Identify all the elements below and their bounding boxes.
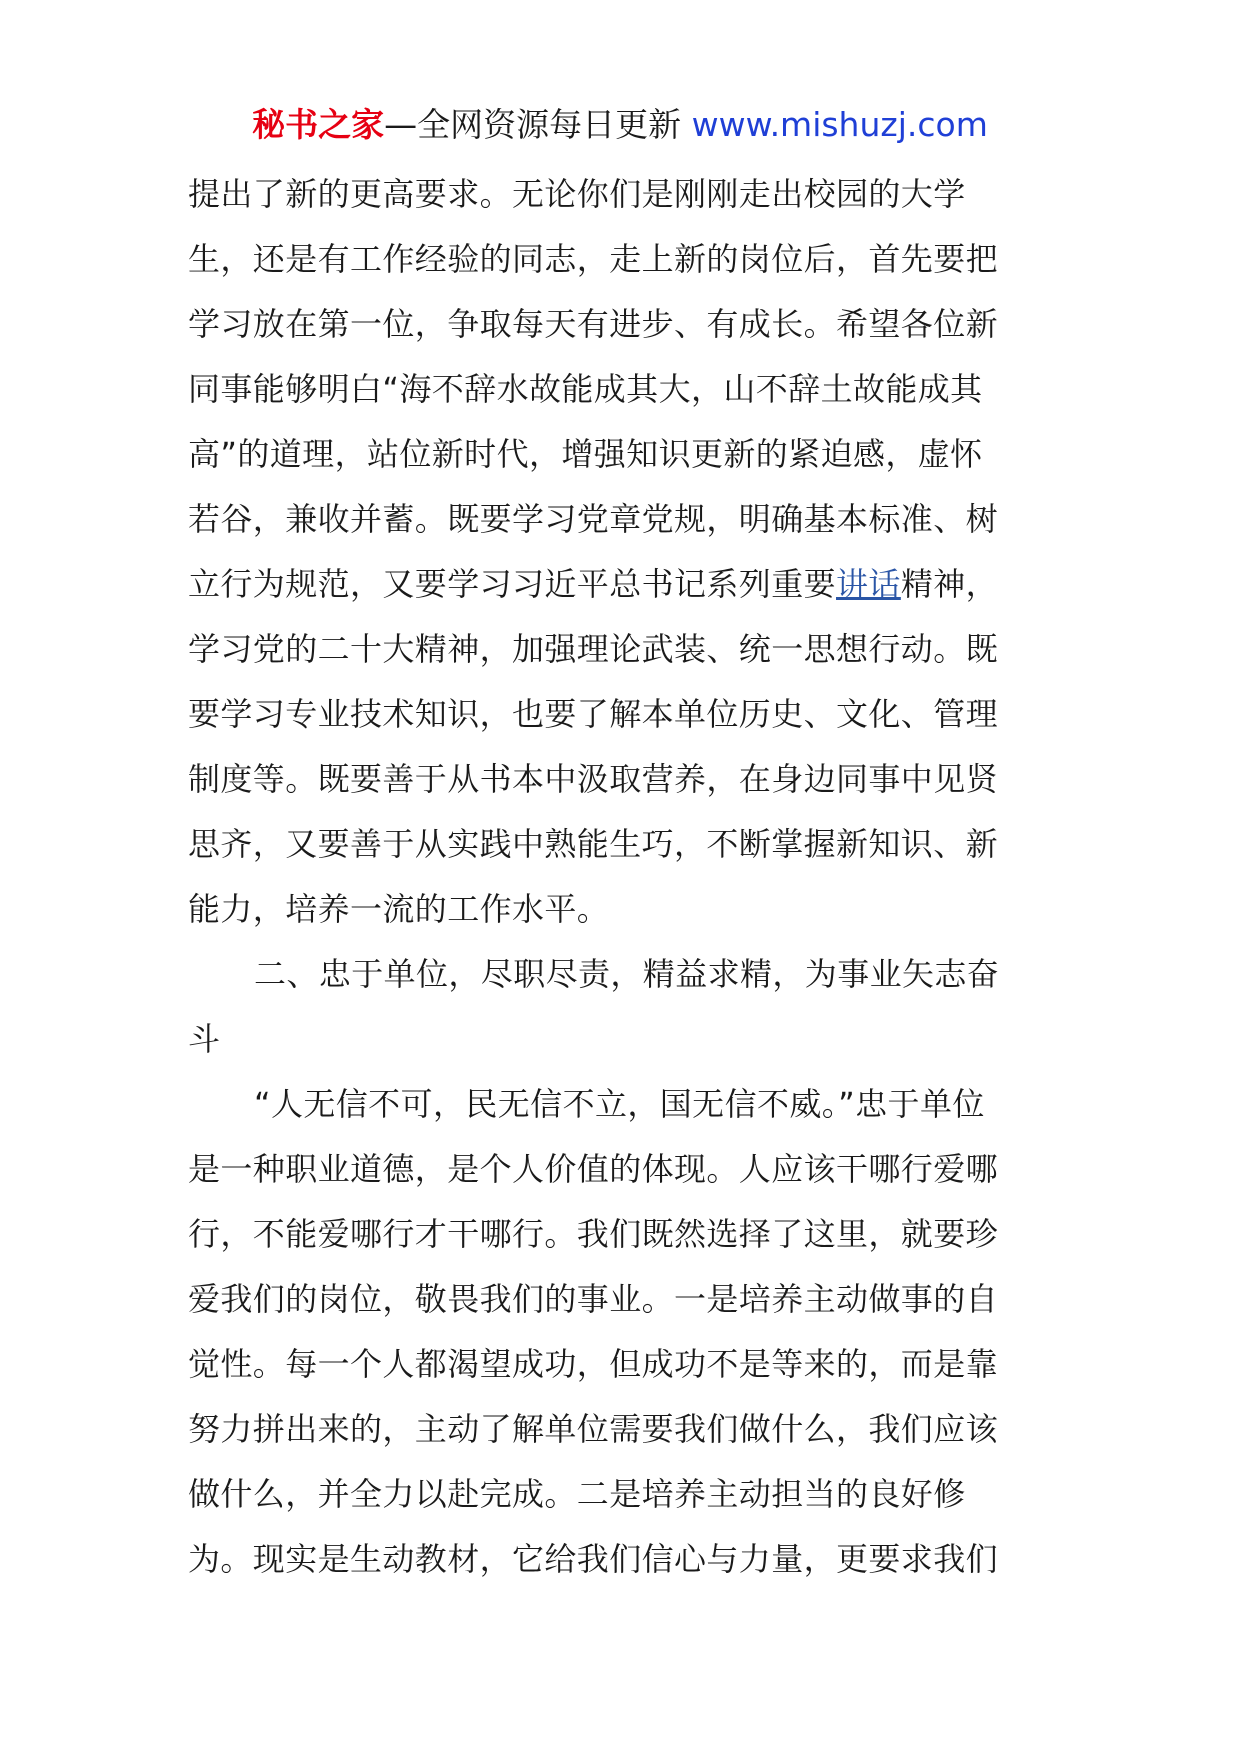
section-heading-continued: 斗: [188, 1020, 221, 1058]
document-body: [188, 162, 1048, 1592]
text-segment: 立行为规范，又要学习习近平总书记系列重要: [188, 565, 837, 603]
speech-link[interactable]: 讲话: [836, 565, 901, 603]
text-line: 为。现实是生动教材，它给我们信心与力量，更要求我们: [188, 1540, 999, 1578]
header-tagline: —全网资源每日更新: [384, 105, 692, 144]
text-line: 努力拼出来的，主动了解单位需要我们做什么，我们应该: [188, 1410, 999, 1448]
text-line: “人无信不可，民无信不立，国无信不威。”忠于单位: [254, 1085, 985, 1123]
text-line: 高”的道理，站位新时代，增强知识更新的紧迫感，虚怀: [188, 435, 983, 473]
page-header: [0, 100, 1240, 150]
section-heading: 二、忠于单位，尽职尽责，精益求精，为事业矢志奋: [254, 955, 1000, 993]
text-line: 做什么，并全力以赴完成。二是培养主动担当的良好修: [188, 1475, 966, 1513]
text-line: 生，还是有工作经验的同志，走上新的岗位后，首先要把: [188, 240, 999, 278]
text-line: 提出了新的更高要求。无论你们是刚刚走出校园的大学: [188, 175, 966, 213]
text-line: 行，不能爱哪行才干哪行。我们既然选择了这里，就要珍: [188, 1215, 999, 1253]
text-line: 能力，培养一流的工作水平。: [188, 890, 610, 928]
text-line: 学习放在第一位，争取每天有进步、有成长。希望各位新: [188, 305, 999, 343]
text-line: 要学习专业技术知识，也要了解本单位历史、文化、管理: [188, 695, 999, 733]
text-line: 同事能够明白“海不辞水故能成其大，山不辞土故能成其: [188, 370, 983, 408]
site-url[interactable]: www.mishuzj.com: [691, 105, 988, 144]
text-line: 觉性。每一个人都渴望成功，但成功不是等来的，而是靠: [188, 1345, 999, 1383]
text-line: 是一种职业道德，是个人价值的体现。人应该干哪行爱哪: [188, 1150, 999, 1188]
text-line: 学习党的二十大精神，加强理论武装、统一思想行动。既: [188, 630, 999, 668]
text-line: 爱我们的岗位，敬畏我们的事业。一是培养主动做事的自: [188, 1280, 999, 1318]
text-line: 思齐，又要善于从实践中熟能生巧，不断掌握新知识、新: [188, 825, 999, 863]
text-line: 制度等。既要善于从书本中汲取营养，在身边同事中见贤: [188, 760, 999, 798]
text-segment: 精神，: [900, 565, 999, 603]
text-line: 若谷，兼收并蓄。既要学习党章党规，明确基本标准、树: [188, 500, 999, 538]
brand-name: 秘书之家: [252, 105, 385, 144]
text-line-with-link: [188, 552, 1048, 617]
